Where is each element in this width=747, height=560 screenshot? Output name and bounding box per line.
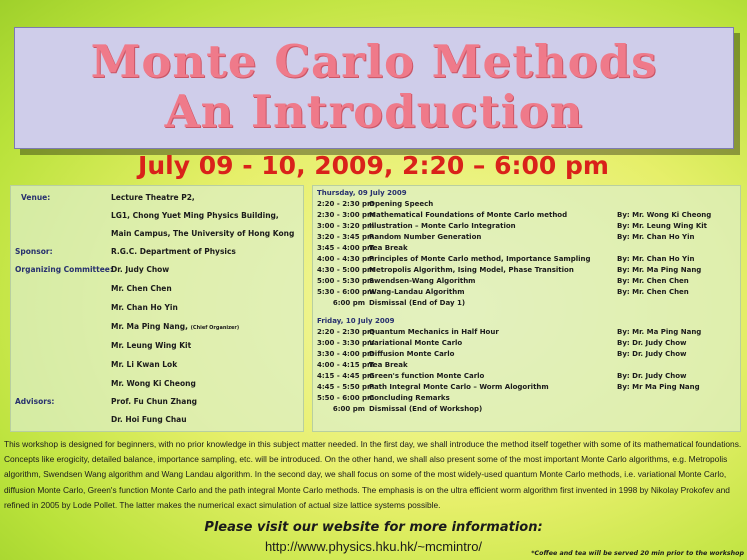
schedule-row: [317, 233, 695, 241]
schedule-row: [317, 277, 689, 285]
committee-label: Organizing Committee:: [15, 265, 113, 274]
schedule-time: 5:00 - 5:30 pm: [317, 277, 375, 285]
advisors-label: Advisors:: [15, 397, 55, 406]
committee-member-name: Mr. Ma Ping Nang,: [111, 322, 188, 331]
schedule-title: Tea Break: [369, 244, 408, 252]
schedule-speaker: By: Mr. Chen Chen: [617, 277, 689, 285]
committee-member: Mr. Chen Chen: [111, 284, 172, 293]
schedule-title: Path Integral Monte Carlo – Worm Alogorithm: [369, 383, 549, 391]
schedule-row: [317, 299, 465, 307]
schedule-time: 4:15 - 4:45 pm: [317, 372, 375, 380]
schedule-speaker: By: Mr. Chen Chen: [617, 288, 689, 296]
workshop-description: This workshop is designed for beginners, with no prior knowledge in this subject matter needed. In the first day, we shall introduce the method itself together with some of its mathematical foundations. Concepts like erogicity, detailed balance, importance sampling, etc. will be introduced. On the other hand, we shall also present some of the most important Monte Carlo algorithms, e.g. Metropolis algorithm, Swendsen Wang algorithm and Wang Landau algorithm. In the second day, we shall focus on some of the most widely-used quantum Monte Carlo methods, i.e. variational Monte Carlo, diffusion Monte Carlo, Green's function Monte Carlo and the path integral Monte Carlo methods. The emphasis is on the ultra efficient worm algorithm first invented in 1998 by Nikolay Prokofev and refined in 2005 by Lode Pollet. The latter makes the numerical exact simulation of actual size lattice systems possible.: [4, 439, 742, 510]
schedule-speaker: By: Mr. Ma Ping Nang: [617, 266, 702, 274]
schedule-time: 4:00 - 4:15 pm: [317, 361, 375, 369]
venue-label: Venue:: [21, 193, 51, 202]
schedule-time: 4:30 - 5:00 pm: [317, 266, 375, 274]
venue-line-2: LG1, Chong Yuet Ming Physics Building,: [111, 211, 279, 220]
schedule-speaker: By: Mr Ma Ping Nang: [617, 383, 700, 391]
schedule-title: Concluding Remarks: [369, 394, 450, 402]
schedule-title: Opening Speech: [369, 200, 434, 208]
schedule-row: [317, 383, 700, 391]
schedule-row: [317, 200, 433, 208]
schedule-row: [317, 255, 695, 263]
schedule-title: Dismissal (End of Day 1): [369, 299, 466, 307]
schedule-speaker: By: Mr. Wong Ki Cheong: [617, 211, 712, 219]
schedule-row: [317, 350, 687, 358]
venue-line-1: Lecture Theatre P2,: [111, 193, 195, 202]
advisor: Prof. Fu Chun Zhang: [111, 397, 198, 406]
schedule-row: [317, 405, 482, 413]
schedule-time: 4:00 - 4:30 pm: [317, 255, 375, 263]
venue-line-3: Main Campus, The University of Hong Kong: [111, 229, 295, 238]
schedule-time: 3:30 - 4:00 pm: [317, 350, 375, 358]
schedule-speaker: By: Dr. Judy Chow: [617, 372, 687, 380]
schedule-time: 2:30 - 3:00 pm: [317, 211, 375, 219]
schedule-time: 5:50 - 6:00 pm: [317, 394, 375, 402]
schedule-title: Mathematical Foundations of Monte Carlo method: [369, 211, 568, 219]
schedule-title: Green's function Monte Carlo: [369, 372, 485, 380]
committee-member: Dr. Judy Chow: [111, 265, 170, 274]
committee-member: [111, 322, 239, 331]
website-url[interactable]: http://www.physics.hku.hk/~mcmintro/: [264, 539, 483, 554]
schedule-time: 6:00 pm: [332, 299, 365, 307]
schedule-title: Principles of Monte Carlo method, Importance Sampling: [369, 255, 591, 263]
schedule-title: Swendsen-Wang Algorithm: [369, 277, 476, 285]
schedule-panel: [312, 185, 741, 432]
schedule-row: [317, 211, 712, 219]
schedule-row: [317, 266, 702, 274]
schedule-time: 4:45 - 5:50 pm: [317, 383, 375, 391]
day2-heading: Friday, 10 July 2009: [317, 317, 395, 325]
schedule-time: 3:20 - 3:45 pm: [317, 233, 375, 241]
schedule-row: [317, 372, 687, 380]
schedule-speaker: By: Mr. Leung Wing Kit: [617, 222, 707, 230]
schedule-time: 3:00 - 3:20 pm: [317, 222, 375, 230]
schedule-title: Random Number Generation: [369, 233, 482, 241]
committee-member: Mr. Li Kwan Lok: [111, 360, 178, 369]
coffee-footnote: *Coffee and tea will be served 20 min prior to the workshop: [531, 550, 744, 557]
title-line-2: An Introduction: [164, 85, 584, 138]
schedule-title: Wang-Landau Algorithm: [369, 288, 465, 296]
advisor: Dr. Hoi Fung Chau: [111, 415, 187, 424]
visit-website-text: Please visit our website for more information:: [204, 520, 543, 535]
event-dates: July 09 - 10, 2009, 2:20 – 6:00 pm: [138, 151, 609, 180]
info-panel: [10, 185, 304, 432]
schedule-speaker: By: Dr. Judy Chow: [617, 350, 687, 358]
schedule-row: [317, 222, 707, 230]
sponsor-value: R.G.C. Department of Physics: [111, 247, 236, 256]
schedule-time: 6:00 pm: [332, 405, 365, 413]
committee-member: Mr. Wong Ki Cheong: [111, 379, 196, 388]
schedule-time: 3:45 - 4:00 pm: [317, 244, 375, 252]
schedule-time: 2:20 - 2:30 pm: [317, 328, 375, 336]
schedule-row: [317, 339, 687, 347]
schedule-row: [317, 244, 408, 252]
schedule-time: 5:30 - 6:00 pm: [317, 288, 375, 296]
schedule-time: 3:00 - 3:30 pm: [317, 339, 375, 347]
schedule-title: Tea Break: [369, 361, 408, 369]
committee-member: Mr. Leung Wing Kit: [111, 341, 192, 350]
schedule-speaker: By: Mr. Chan Ho Yin: [617, 233, 695, 241]
schedule-speaker: By: Dr. Judy Chow: [617, 339, 687, 347]
day1-heading: Thursday, 09 July 2009: [317, 189, 407, 197]
title-banner: [14, 27, 734, 149]
committee-member: Mr. Chan Ho Yin: [111, 303, 178, 312]
chief-organizer-note: (Chief Organizer): [190, 325, 240, 331]
schedule-title: Variational Monte Carlo: [369, 339, 463, 347]
schedule-row: [317, 361, 408, 369]
schedule-speaker: By: Mr. Ma Ping Nang: [617, 328, 702, 336]
schedule-row: [317, 394, 450, 402]
title-line-1: Monte Carlo Methods: [90, 35, 658, 88]
schedule-title: Dismissal (End of Workshop): [369, 405, 483, 413]
schedule-row: [317, 328, 702, 336]
schedule-title: Quantum Mechanics in Half Hour: [369, 328, 499, 336]
schedule-time: 2:20 - 2:30 pm: [317, 200, 375, 208]
sponsor-label: Sponsor:: [15, 247, 53, 256]
schedule-title: Metropolis Algorithm, Ising Model, Phase Transition: [369, 266, 574, 274]
schedule-row: [317, 288, 689, 296]
schedule-title: Diffusion Monte Carlo: [369, 350, 455, 358]
schedule-speaker: By: Mr. Chan Ho Yin: [617, 255, 695, 263]
schedule-title: Illustration – Monte Carlo Integration: [369, 222, 516, 230]
